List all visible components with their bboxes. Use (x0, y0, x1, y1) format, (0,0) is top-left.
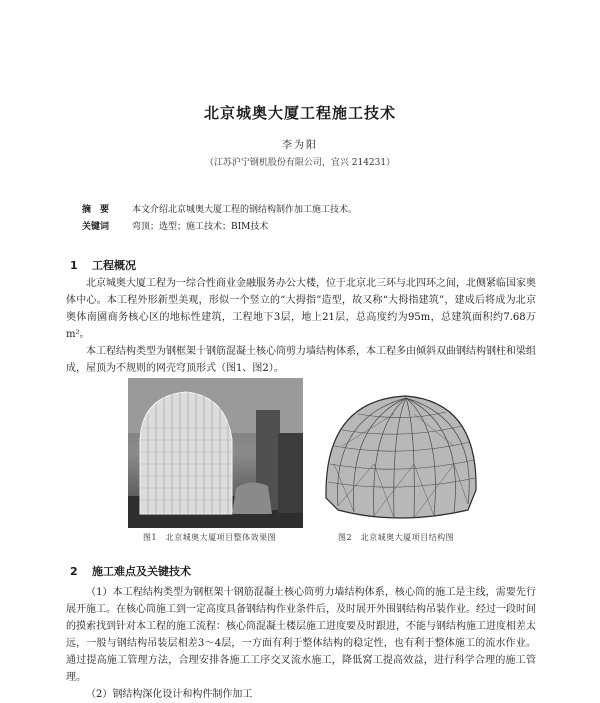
section-2-paragraph-1: （1）本工程结构类型为钢框架十钢筋混凝土核心筒剪力墙结构体系，核心筒的施工是主线，需要先行展开施工。在核心筒施工到一定高度具备钢结构作业条件后，及时展开外围钢结构吊装作业。经过一段时间的摸索找到针对本工程的施工流程：核心筒混凝土楼层施工进度要及时跟进，不能与钢结构施工进度相差太远，一般与钢结构吊装层相差3～4层，一方面有利于整体结构的稳定性，也有利于整体施工的流水作业。通过提高施工管理方法，合理安排各施工工序交叉流水施工，降低窝工提高效益，进行科学合理的施工管理。 (66, 587, 536, 683)
figure-2-image (318, 378, 488, 528)
paper-author: 李为阳 (282, 140, 318, 151)
paper-affiliation: （江苏沪宁钢机股份有限公司，宜兴 214231） (204, 158, 396, 168)
section-1-number: 1 (70, 259, 78, 272)
section-1-paragraph-2: 本工程结构类型为钢框架十钢筋混凝土核心筒剪力墙结构体系，本工程多由倾斜双曲钢结构钢柱和梁组成，屋顶为不规则的网壳穹顶形式（图1、图2）。 (66, 346, 536, 374)
figure-1-caption: 图1 北京城奥大厦项目整体效果图 (143, 533, 277, 542)
section-1-title: 工程概况 (92, 259, 136, 272)
figure-1-thumb-building (140, 392, 232, 514)
section-2-paragraph-2: （2）钢结构深化设计和构件制作加工 (86, 689, 253, 700)
abstract (82, 203, 542, 217)
keywords-label: 关键词 (82, 222, 110, 232)
section-2-number: 2 (70, 565, 78, 578)
keywords-text: 弯顶；选型；施工技术；BIM技术 (132, 222, 269, 232)
keywords (82, 220, 542, 234)
section-1-heading (70, 257, 136, 273)
figure-1-annex-building (232, 482, 272, 514)
figure-2-drawing (318, 378, 488, 528)
figure-1-background-tower-2 (278, 433, 303, 513)
section-2-heading (70, 563, 191, 579)
figure-1-image (128, 378, 303, 528)
figure-2-caption: 图2 北京城奥大厦项目结构图 (338, 533, 455, 542)
abstract-text: 本文介绍北京城奥大厦工程的钢结构制作加工施工技术。 (132, 205, 358, 215)
section-2-title: 施工难点及关键技术 (92, 565, 191, 578)
figure-1-drawing (128, 378, 303, 528)
paper-title: 北京城奥大厦工程施工技术 (203, 104, 396, 122)
abstract-label: 摘 要 (82, 205, 110, 215)
section-1-paragraph-1: 北京城奥大厦工程为一综合性商业金融服务办公大楼，位于北京北三环与北四环之间，北侧紧临国家奥体中心。本工程外形新型美观，形似一个竖立的“大拇指”造型，故又称“大拇指建筑”，建成后将成为北京奥体南園商务核心区的地标性建筑，工程地下3层，地上21层，总高度约为95m，总建筑面积约7.68万m²。 (66, 278, 536, 340)
